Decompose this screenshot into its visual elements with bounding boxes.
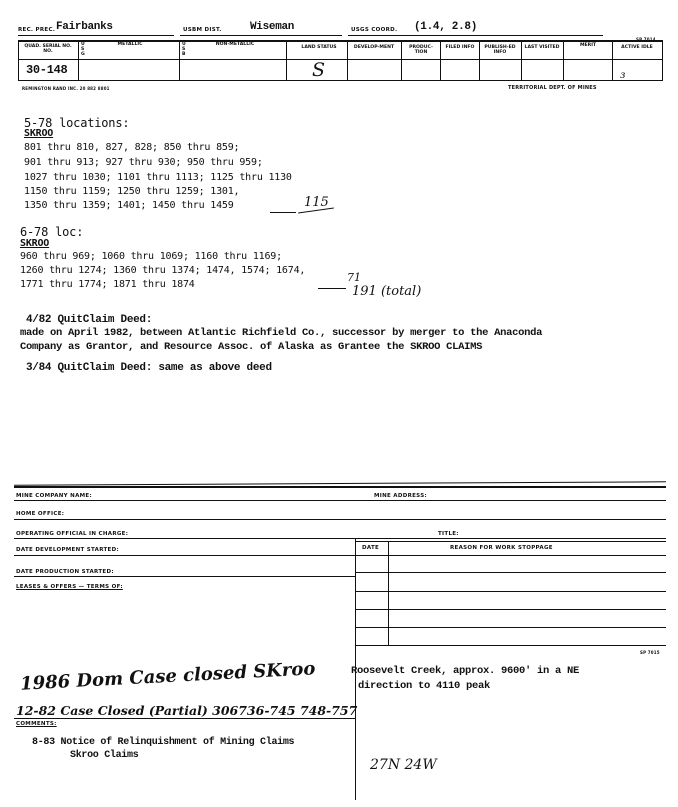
- filed-info-header: FILED INFO: [445, 45, 475, 50]
- loc-578-count: 115: [304, 195, 329, 210]
- usbm-dist-label: USBM DIST.: [183, 27, 222, 33]
- land-status-value: S: [312, 59, 326, 81]
- land-status-header: LAND STATUS: [301, 45, 337, 50]
- handwritten-1282-partial: 12-82 Case Closed (Partial) 306736-745 748-757: [16, 703, 358, 718]
- loc-678-line-1: 960 thru 969; 1060 thru 1069; 1160 thru 1169;: [20, 251, 282, 262]
- comment-883-line-2: Skroo Claims: [70, 750, 139, 761]
- form-number-bottom: SP 7015: [640, 650, 660, 655]
- loc-578-line-4: 1150 thru 1159; 1250 thru 1259; 1301,: [24, 186, 240, 197]
- published-info-header: PUBLISH-ED INFO: [484, 45, 516, 55]
- production-header: PRODUC-TION: [409, 45, 433, 55]
- usgs-coord-label: USGS COORD.: [351, 27, 398, 33]
- loc-678-count: 71: [347, 271, 361, 284]
- form-footer-left: REMINGTON RAND INC. 20 882 8801: [22, 86, 110, 91]
- loc-678-line-2: 1260 thru 1274; 1360 thru 1374; 1474, 1574; 1674,: [20, 265, 306, 276]
- deed-482-title: 4/82 QuitClaim Deed:: [26, 314, 153, 326]
- reason-stoppage-label: REASON FOR WORK STOPPAGE: [450, 545, 553, 551]
- metallic-header: METALLIC: [117, 42, 143, 47]
- deed-482-line-2: Company as Grantor, and Resource Assoc. of Alaska as Grantee the SKROO CLAIMS: [20, 341, 483, 353]
- usgs-coord-value: (1.4, 2.8): [414, 21, 478, 33]
- location-description-line-2: direction to 4110 peak: [358, 680, 491, 692]
- loc-578-line-1: 801 thru 810, 827, 828; 850 thru 859;: [24, 142, 240, 153]
- date-development-label: DATE DEVELOPMENT STARTED:: [16, 547, 119, 553]
- title-label: TITLE:: [438, 531, 459, 537]
- comment-883-line-1: 8-83 Notice of Relinquishment of Mining Claims: [32, 737, 295, 748]
- loc-578-line-5: 1350 thru 1359; 1401; 1450 thru 1459: [24, 200, 234, 211]
- form-footer-right: TERRITORIAL DEPT. OF MINES: [508, 85, 597, 91]
- deed-384: 3/84 QuitClaim Deed: same as above deed: [26, 362, 272, 374]
- mine-address-label: MINE ADDRESS:: [374, 493, 427, 499]
- location-description-line-1: Roosevelt Creek, approx. 9600' in a NE: [351, 665, 580, 677]
- loc-578-title: 5-78 locations:: [24, 116, 130, 130]
- loc-678-claim: SKROO: [20, 238, 50, 249]
- loc-678-line-3: 1771 thru 1774; 1871 thru 1874: [20, 279, 195, 290]
- handwritten-township-range: 27N 24W: [370, 757, 437, 773]
- non-metallic-header: NON-METALLIC: [215, 42, 255, 47]
- loc-678-title: 6-78 loc:: [20, 225, 84, 239]
- usbm-dist-value: Wiseman: [250, 21, 295, 33]
- usgs-metallic-letters: U S G: [81, 42, 85, 57]
- active-idle-value: ₃: [620, 66, 626, 82]
- merit-header: MERIT: [579, 43, 597, 48]
- development-header: DEVELOP-MENT: [353, 45, 395, 50]
- loc-678-total: 191 (total): [352, 284, 422, 299]
- mine-company-label: MINE COMPANY NAME:: [16, 493, 92, 499]
- operating-official-label: OPERATING OFFICIAL IN CHARGE:: [16, 531, 129, 537]
- last-visited-header: LAST VISITED: [524, 45, 560, 50]
- loc-578-line-2: 901 thru 913; 927 thru 930; 950 thru 959;: [24, 157, 263, 168]
- date-production-label: DATE PRODUCTION STARTED:: [16, 569, 114, 575]
- usbm-letters: U S B: [182, 42, 186, 57]
- date-column-label: DATE: [362, 545, 380, 551]
- quad-serial-value: 30-148: [26, 63, 68, 77]
- home-office-label: HOME OFFICE:: [16, 511, 65, 517]
- deed-482-line-1: made on April 1982, between Atlantic Richfield Co., successor by merger to the Anaconda: [20, 327, 543, 339]
- quad-serial-header: QUAD. SERIAL NO. NO.: [24, 44, 72, 54]
- rec-prec-label: REC. PREC.: [18, 27, 56, 33]
- rec-prec-value: Fairbanks: [56, 21, 113, 33]
- handwritten-1986-case-closed: 1986 Dom Case closed SKroo: [19, 658, 316, 695]
- loc-578-claim: SKROO: [24, 128, 54, 139]
- active-idle-header: ACTIVE IDLE: [621, 45, 653, 50]
- comments-label: COMMENTS:: [16, 721, 57, 727]
- loc-578-line-3: 1027 thru 1030; 1101 thru 1113; 1125 thru 1130: [24, 172, 292, 183]
- leases-offers-label: LEASES & OFFERS — TERMS OF:: [16, 584, 123, 590]
